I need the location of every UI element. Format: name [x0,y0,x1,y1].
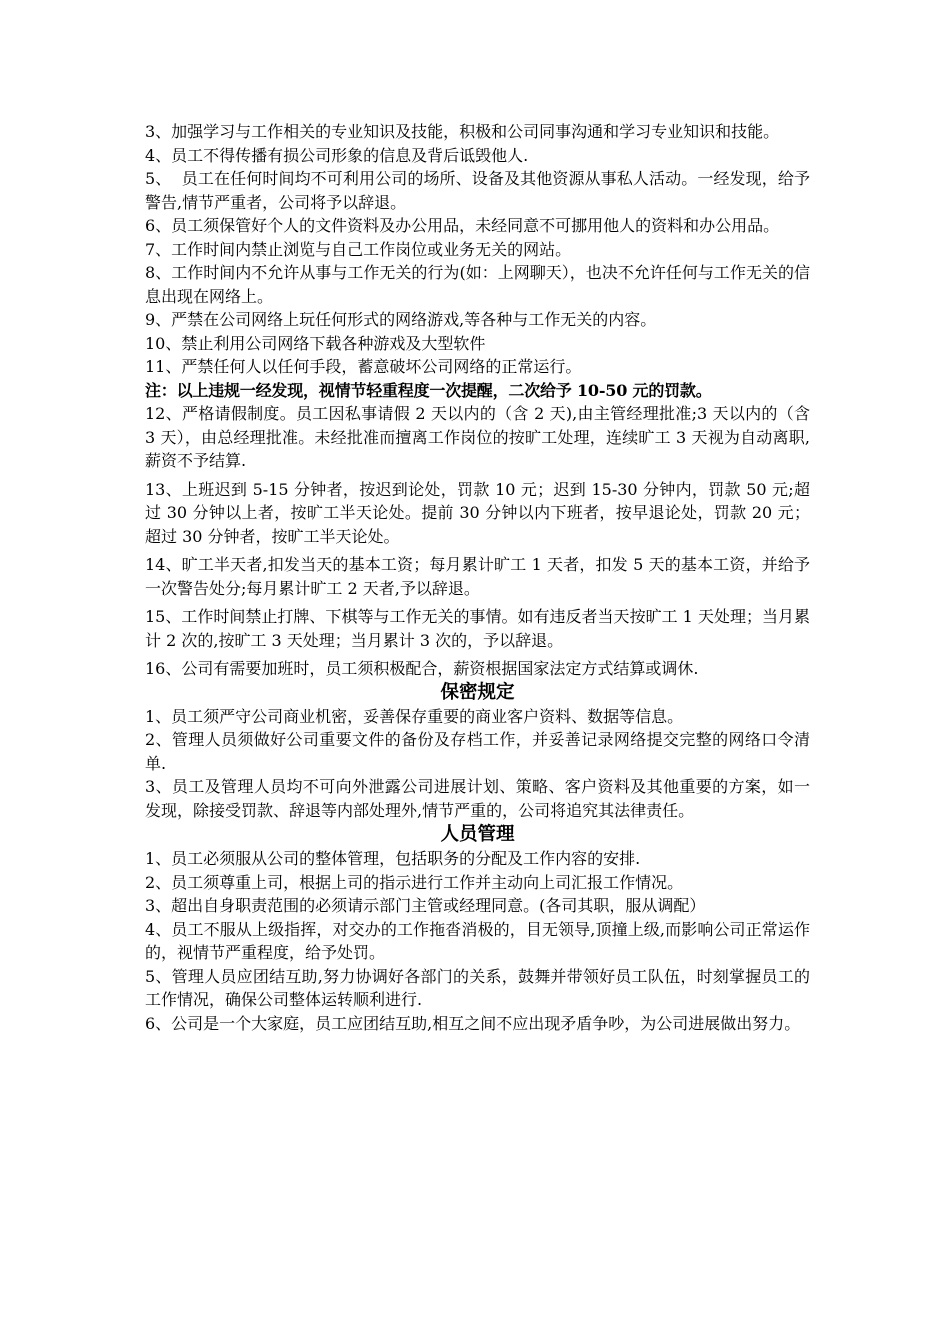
rule-16: 16、公司有需要加班时，员工须积极配合，薪资根据国家法定方式结算或调休. [145,659,699,678]
section-heading-confidentiality: 保密规定 [440,681,515,703]
rule-15: 15、工作时间禁止打牌、下棋等与工作无关的事情。如有违反者当天按旷工 1 天处理；当月累计 2 次的,按旷工 3 天处理；当月累计 3 次的，予以辞退。 [145,607,810,650]
personnel-item-6: 6、公司是一个大家庭，员工应团结互助,相互之间不应出现矛盾争吵，为公司进展做出努力。 [145,1013,801,1033]
rule-13: 13、上班迟到 5-15 分钟者，按迟到论处，罚款 10 元；迟到 15-30 分钟内，罚款 50 元;超过 30 分钟以上者，按旷工半天论处。提前 30 分钟以内下班者，按早退论处，罚款 20 元；超过 30 分钟者，按旷工半天论处。 [145,479,810,546]
confidentiality-item-3: 3、员工及管理人员均不可向外泄露公司进展计划、策略、客户资料及其他重要的方案，如一发现，除接受罚款、辞退等内部处理外,情节严重的，公司将追究其法律责任。 [145,777,810,820]
personnel-item-2: 2、员工须尊重上司，根据上司的指示进行工作并主动向上司汇报工作情况。 [145,872,684,892]
personnel-item-5: 5、管理人员应团结互助,努力协调好各部门的关系，鼓舞并带领好员工队伍，时刻掌握员工的工作情况，确保公司整体运转顺利进行. [145,966,810,1009]
confidentiality-item-2: 2、管理人员须做好公司重要文件的备份及存档工作，并妥善记录网络提交完整的网络口令清单. [145,730,810,773]
confidentiality-item-1: 1、员工须严守公司商业机密，妥善保存重要的商业客户资料、数据等信息。 [145,706,684,726]
rule-3: 3、加强学习与工作相关的专业知识及技能，积极和公司同事沟通和学习专业知识和技能。 [145,122,780,141]
rule-11: 11、严禁任何人以任何手段，蓄意破坏公司网络的正常运行。 [145,357,582,376]
section-heading-personnel: 人员管理 [440,824,515,845]
rule-4: 4、员工不得传播有损公司形象的信息及背后诋毁他人. [145,145,529,165]
rule-7: 7、工作时间内禁止浏览与自己工作岗位或业务无关的网站。 [145,239,572,259]
rule-12: 12、严格请假制度。员工因私事请假 2 天以内的（含 2 天),由主管经理批准;3 天以内的（含 3 天），由总经理批准。未经批准而擅离工作岗位的按旷工处理，连续旷工 3 天视为自动离职,薪资不予结算. [145,404,816,470]
personnel-item-1: 1、员工必须服从公司的整体管理，包括职务的分配及工作内容的安排. [145,849,641,868]
document-page [145,120,816,1035]
rule-14: 14、旷工半天者,扣发当天的基本工资；每月累计旷工 1 天者，扣发 5 天的基本工资，并给予一次警告处分;每月累计旷工 2 天者,予以辞退。 [145,555,810,598]
penalty-note: 注：以上违规一经发现，视情节轻重程度一次提醒，二次给予 10-50 元的罚款。 [145,380,712,400]
personnel-item-3: 3、超出自身职责范围的必须请示部门主管或经理同意。(各司其职，服从调配） [145,896,706,915]
rule-9: 9、严禁在公司网络上玩任何形式的网络游戏,等各种与工作无关的内容。 [145,310,657,329]
personnel-item-4: 4、员工不服从上级指挥，对交办的工作拖沓消极的，目无领导,顶撞上级,而影响公司正常运作的，视情节严重程度，给予处罚。 [145,919,810,962]
rule-8: 8、工作时间内不允许从事与工作无关的行为(如：上网聊天），也决不允许任何与工作无关的信息出现在网络上。 [145,263,810,306]
rule-6: 6、员工须保管好个人的文件资料及办公用品，未经同意不可挪用他人的资料和办公用品。 [145,216,780,235]
rule-10: 10、禁止利用公司网络下载各种游戏及大型软件 [145,333,486,353]
rule-5: 5、 员工在任何时间均不可利用公司的场所、设备及其他资源从事私人活动。一经发现，给予警告,情节严重者，公司将予以辞退。 [145,169,810,212]
